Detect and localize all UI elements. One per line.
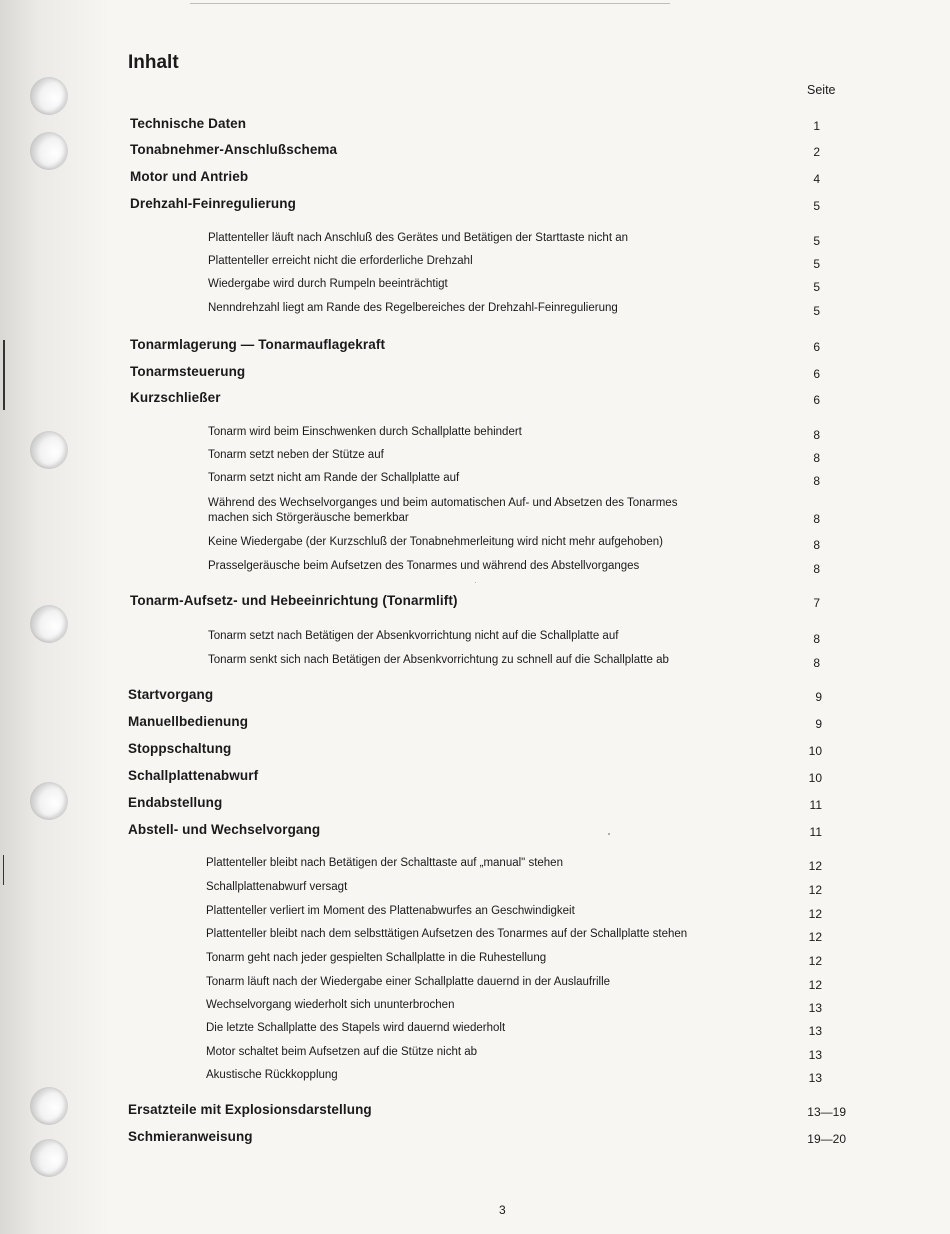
toc-entry-page: 8 xyxy=(813,451,820,465)
toc-section-entry xyxy=(0,1129,950,1149)
toc-entry-label xyxy=(128,795,222,810)
toc-entry-label-text: Motor schaltet beim Aufsetzen auf die Stütze nicht ab xyxy=(206,1046,478,1058)
toc-entry-page: 8 xyxy=(813,562,820,576)
toc-entry-label xyxy=(128,714,248,729)
toc-entry-page: 10 xyxy=(808,744,822,758)
toc-section-entry xyxy=(0,795,950,815)
toc-entry-label xyxy=(208,255,473,267)
toc-entry-page: 4 xyxy=(813,172,820,186)
toc-entry-label xyxy=(130,390,221,405)
toc-entry-page: 5 xyxy=(813,199,820,213)
toc-entry-label-text: Schallplattenabwurf versagt xyxy=(206,881,348,893)
toc-entry-label xyxy=(128,1129,253,1144)
toc-entry-label-text: Wechselvorgang wiederholt sich ununterbrochen xyxy=(206,999,455,1011)
toc-entry-label xyxy=(206,952,546,964)
toc-section-entry xyxy=(0,714,950,734)
toc-entry-label-text: Tonarmsteuerung xyxy=(130,364,246,379)
toc-entry-label-text: Tonarm wird beim Einschwenken durch Schallplatte behindert xyxy=(208,426,522,438)
page-title: Inhalt xyxy=(128,52,179,73)
toc-section-entry xyxy=(0,768,950,788)
toc-section-entry xyxy=(0,116,950,136)
toc-entry-label-text: Schallplattenabwurf xyxy=(128,768,259,783)
toc-entry-label-text: Die letzte Schallplatte des Stapels wird dauernd wiederholt xyxy=(206,1022,506,1034)
toc-section-entry xyxy=(0,364,950,384)
toc-subentry xyxy=(0,654,950,674)
toc-subentry xyxy=(0,881,950,901)
toc-section-entry xyxy=(0,390,950,410)
toc-entry-label xyxy=(128,1102,372,1117)
toc-entry-label-text: Endabstellung xyxy=(128,795,223,810)
toc-entry-label-text: Plattenteller erreicht nicht die erforderliche Drehzahl xyxy=(208,255,473,267)
toc-entry-page: 13 xyxy=(808,1001,822,1015)
toc-entry-label xyxy=(208,560,639,572)
toc-entry-label-text: Startvorgang xyxy=(128,687,214,702)
toc-entry-page: 5 xyxy=(813,280,820,294)
toc-entry-label xyxy=(130,142,337,157)
toc-entry-label xyxy=(206,1022,505,1034)
toc-entry-label xyxy=(130,364,245,379)
toc-entry-label xyxy=(208,536,663,548)
toc-section-entry xyxy=(0,142,950,162)
toc-entry-label xyxy=(208,496,677,526)
toc-entry-page: 5 xyxy=(813,257,820,271)
toc-entry-label-text: Wiedergabe wird durch Rumpeln beeinträchtigt xyxy=(208,278,448,290)
toc-entry-page: 10 xyxy=(808,771,822,785)
toc-entry-label-text: Akustische Rückkopplung xyxy=(206,1069,338,1081)
toc-entry-label xyxy=(208,654,669,666)
toc-entry-label-text: Plattenteller läuft nach Anschluß des Gerätes und Betätigen der Starttaste nicht an xyxy=(208,232,629,244)
toc-entry-page: 8 xyxy=(813,632,820,646)
toc-entry-page: 12 xyxy=(808,930,822,944)
toc-entry-page: 8 xyxy=(813,474,820,488)
toc-subentry xyxy=(0,1046,950,1066)
toc-entry-page: 6 xyxy=(813,367,820,381)
toc-entry-label-continuation: machen sich Störgeräusche bemerkbar xyxy=(208,512,409,524)
toc-entry-page: 8 xyxy=(813,656,820,670)
toc-entry-label xyxy=(206,1046,477,1058)
toc-entry-label-text: Plattenteller bleibt nach dem selbsttätigen Aufsetzen des Tonarmes auf der Schallplatte stehen xyxy=(206,928,688,940)
toc-entry-label-text: Drehzahl-Feinregulierung xyxy=(130,196,296,211)
toc-entry-label xyxy=(130,116,246,131)
toc-entry-label-text: Tonarm setzt neben der Stütze auf xyxy=(208,449,384,461)
toc-entry-label xyxy=(208,232,628,244)
toc-entry-label-text: Tonarm läuft nach der Wiedergabe einer Schallplatte dauernd in der Auslaufrille xyxy=(206,976,611,988)
toc-entry-page: 1 xyxy=(813,119,820,133)
toc-subentry xyxy=(0,976,950,996)
toc-entry-label-text: Schmieranweisung xyxy=(128,1129,253,1144)
toc-entry-label xyxy=(208,426,522,438)
toc-entry-page: 5 xyxy=(813,304,820,318)
toc-subentry xyxy=(0,472,950,492)
toc-entry-label xyxy=(206,905,575,917)
toc-subentry xyxy=(0,255,950,275)
toc-entry-page: 12 xyxy=(808,859,822,873)
toc-subentry xyxy=(0,630,950,650)
toc-entry-page: 12 xyxy=(808,883,822,897)
toc-entry-page: 6 xyxy=(813,393,820,407)
footer-page-number: 3 xyxy=(499,1203,506,1217)
toc-subentry xyxy=(0,536,950,556)
toc-entry-label xyxy=(206,1069,338,1081)
toc-entry-label-text: Kurzschließer xyxy=(130,390,221,405)
toc-entry-label-text: Tonarm setzt nicht am Rande der Schallplatte auf xyxy=(208,472,460,484)
toc-entry-label-text: Nenndrehzahl liegt am Rande des Regelbereiches der Drehzahl-Feinregulierung xyxy=(208,302,618,314)
toc-subentry xyxy=(0,857,950,877)
toc-subentry xyxy=(0,928,950,948)
toc-entry-label-text: Technische Daten xyxy=(130,116,247,131)
toc-entry-label xyxy=(206,857,563,869)
toc-entry-page: 13 xyxy=(808,1024,822,1038)
toc-section-entry xyxy=(0,169,950,189)
punch-hole xyxy=(30,77,68,115)
toc-entry-label-text: Tonabnehmer-Anschlußschema xyxy=(130,142,338,157)
toc-entry-label-text: Ersatzteile mit Explosionsdarstellung xyxy=(128,1102,372,1117)
toc-section-entry xyxy=(0,741,950,761)
toc-entry-label xyxy=(208,472,459,484)
toc-subentry xyxy=(0,1022,950,1042)
toc-subentry xyxy=(0,278,950,298)
toc-entry-page: 6 xyxy=(813,340,820,354)
toc-entry-label xyxy=(206,881,347,893)
toc-entry-page: 8 xyxy=(813,428,820,442)
toc-entry-page: 13—19 xyxy=(807,1105,846,1119)
toc-entry-page: 11 xyxy=(809,825,822,839)
toc-entry-page: 9 xyxy=(815,690,822,704)
toc-entry-page: 12 xyxy=(808,954,822,968)
toc-section-entry xyxy=(0,337,950,357)
toc-entry-label xyxy=(130,196,296,211)
toc-entry-label-text: Während des Wechselvorganges und beim automatischen Auf- und Absetzen des Tonarmes xyxy=(208,497,678,509)
toc-entry-page: 13 xyxy=(808,1048,822,1062)
toc-subentry xyxy=(0,999,950,1019)
toc-entry-label xyxy=(128,822,320,837)
toc-entry-label-text: Plattenteller bleibt nach Betätigen der Schalttaste auf „manual" stehen xyxy=(206,857,563,869)
toc-section-entry xyxy=(0,1102,950,1122)
toc-entry-label xyxy=(208,630,618,642)
toc-subentry xyxy=(0,560,950,580)
scan-speck xyxy=(475,582,476,583)
toc-entry-page: 19—20 xyxy=(807,1132,846,1146)
toc-entry-page: 2 xyxy=(813,145,820,159)
toc-entry-page: 13 xyxy=(808,1071,822,1085)
scan-top-edge xyxy=(190,3,670,4)
toc-entry-label-text: Keine Wiedergabe (der Kurzschluß der Tonabnehmerleitung wird nicht mehr aufgehoben) xyxy=(208,536,663,548)
toc-entry-label-text: Tonarm senkt sich nach Betätigen der Absenkvorrichtung zu schnell auf die Schallplatte ab xyxy=(208,654,669,666)
toc-entry-label xyxy=(128,741,231,756)
toc-entry-label-text: Motor und Antrieb xyxy=(130,169,249,184)
toc-entry-label xyxy=(130,593,458,608)
toc-entry-page: 5 xyxy=(813,234,820,248)
toc-subentry xyxy=(0,426,950,446)
toc-entry-label xyxy=(208,278,448,290)
toc-entry-page: 8 xyxy=(813,538,820,552)
toc-subentry xyxy=(0,905,950,925)
toc-section-entry xyxy=(0,822,950,842)
toc-subentry xyxy=(0,1069,950,1089)
toc-entry-label-text: Tonarm geht nach jeder gespielten Schallplatte in die Ruhestellung xyxy=(206,952,547,964)
toc-entry-label-text: Tonarm setzt nach Betätigen der Absenkvorrichtung nicht auf die Schallplatte auf xyxy=(208,630,619,642)
toc-entry-label xyxy=(128,768,258,783)
toc-entry-label-text: Prasselgeräusche beim Aufsetzen des Tonarmes und während des Abstellvorganges xyxy=(208,560,640,572)
toc-subentry xyxy=(0,449,950,469)
toc-entry-label xyxy=(128,687,213,702)
scan-speck xyxy=(608,833,610,835)
toc-entry-label-text: Plattenteller verliert im Moment des Plattenabwurfes an Geschwindigkeit xyxy=(206,905,575,917)
toc-entry-page: 8 xyxy=(813,512,820,526)
toc-entry-label-text: Tonarmlagerung — Tonarmauflagekraft xyxy=(130,337,386,352)
toc-entry-label-text: Tonarm-Aufsetz- und Hebeeinrichtung (Tonarmlift) xyxy=(130,593,458,608)
page-column-header: Seite xyxy=(807,83,836,97)
toc-entry-page: 12 xyxy=(808,978,822,992)
toc-entry-page: 9 xyxy=(815,717,822,731)
toc-entry-label xyxy=(130,169,248,184)
toc-entry-label-text: Abstell- und Wechselvorgang xyxy=(128,822,321,837)
toc-entry-label xyxy=(206,928,687,940)
toc-entry-label xyxy=(208,302,618,314)
toc-entry-label xyxy=(206,999,454,1011)
toc-section-entry xyxy=(0,593,950,613)
toc-section-entry xyxy=(0,196,950,216)
toc-entry-page: 12 xyxy=(808,907,822,921)
toc-entry-page: 7 xyxy=(813,596,820,610)
toc-section-entry xyxy=(0,687,950,707)
toc-subentry xyxy=(0,952,950,972)
toc-subentry xyxy=(0,232,950,252)
toc-entry-label-text: Manuellbedienung xyxy=(128,714,249,729)
toc-entry-label-text: Stoppschaltung xyxy=(128,741,232,756)
toc-entry-label xyxy=(208,449,384,461)
toc-entry-label xyxy=(206,976,610,988)
toc-subentry xyxy=(0,496,950,526)
toc-subentry xyxy=(0,302,950,322)
toc-entry-page: 11 xyxy=(809,798,822,812)
toc-entry-label xyxy=(130,337,385,352)
